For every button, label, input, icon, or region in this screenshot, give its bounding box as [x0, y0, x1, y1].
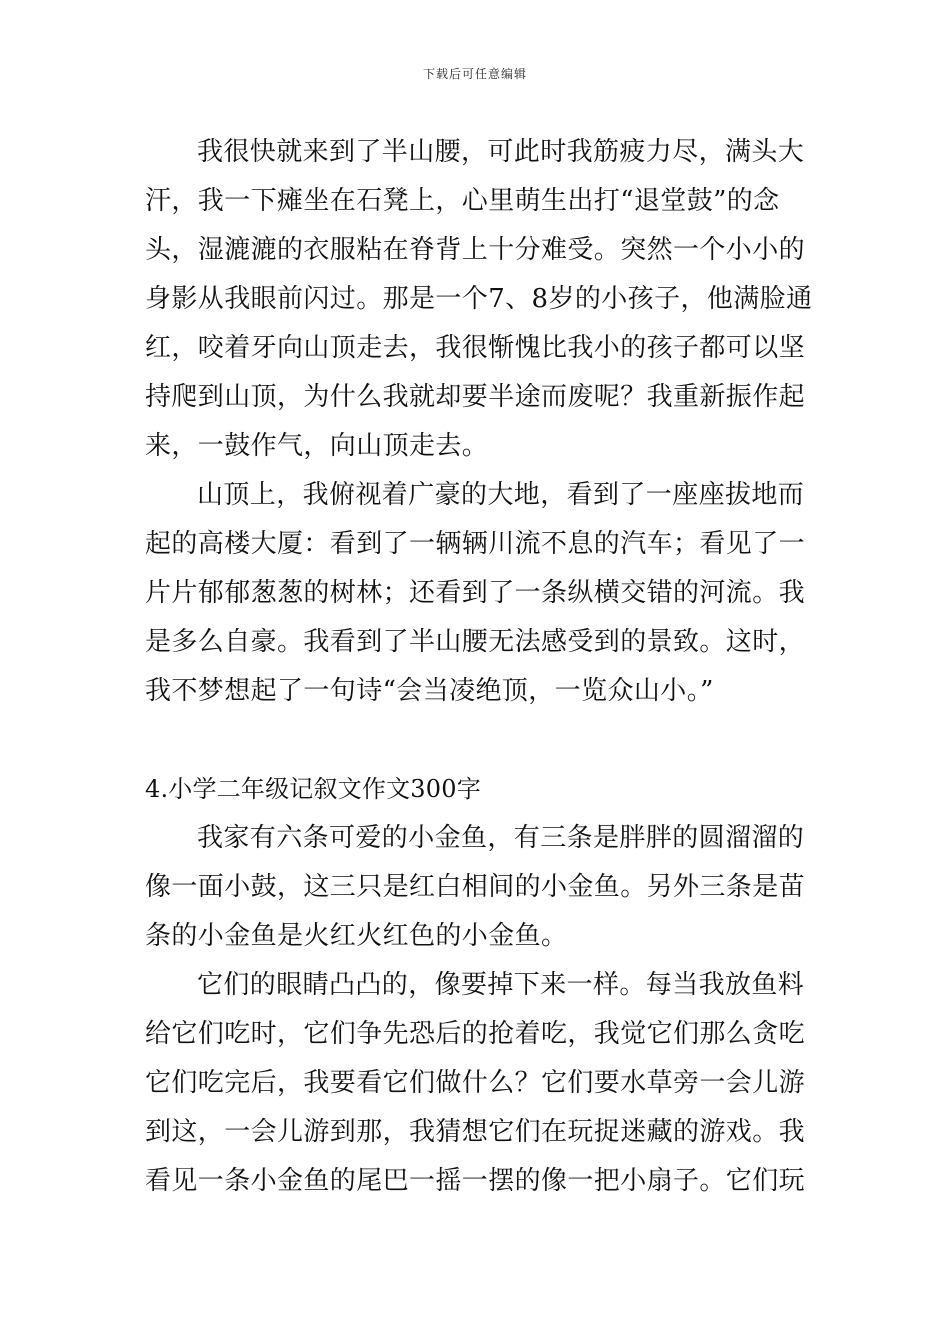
paragraph-line: 片片郁郁葱葱的树林；还看到了一条纵横交错的河流。我	[145, 578, 806, 608]
paragraph-line: 持爬到山顶，为什么我就却要半途而废呢？我重新振作起	[145, 382, 806, 412]
paragraph-line: 它们的眼睛凸凸的，像要掉下来一样。每当我放鱼料	[197, 970, 805, 1000]
paragraph-line: 山顶上，我俯视着广豪的大地，看到了一座座拔地而	[197, 480, 805, 510]
paragraph-3	[145, 814, 810, 961]
section-spacer	[145, 716, 810, 765]
paragraph-line: 汗，我一下瘫坐在石凳上，心里萌生出打“退堂鼓”的念	[145, 186, 780, 216]
paragraph-line: 我家有六条可爱的小金鱼，有三条是胖胖的圆溜溜的	[197, 823, 805, 853]
page-header-note: 下载后可任意编辑	[422, 67, 527, 81]
paragraph-line: 我不梦想起了一句诗“会当凌绝顶，一览众山小。”	[145, 676, 714, 706]
paragraph-line: 我很快就来到了半山腰，可此时我筋疲力尽，满头大	[197, 137, 805, 167]
paragraph-line: 它们吃完后，我要看它们做什么？它们要水草旁一会儿游	[145, 1068, 806, 1098]
paragraph-line: 来，一鼓作气，向山顶走去。	[145, 431, 489, 461]
paragraph-line: 红，咬着牙向山顶走去，我很惭愧比我小的孩子都可以坚	[145, 333, 806, 363]
paragraph-1	[145, 128, 813, 471]
paragraph-line: 条的小金鱼是火红火红色的小金鱼。	[145, 921, 568, 951]
paragraph-line: 给它们吃时，它们争先恐后的抢着吃，我觉它们那么贪吃	[145, 1019, 806, 1049]
paragraph-4	[145, 961, 810, 1206]
paragraph-line: 是多么自豪。我看到了半山腰无法感受到的景致。这时，	[145, 627, 806, 657]
paragraph-2	[145, 471, 810, 716]
paragraph-line: 起的高楼大厦：看到了一辆辆川流不息的汽车；看见了一	[145, 529, 806, 559]
paragraph-line: 头，湿漉漉的衣服粘在脊背上十分难受。突然一个小小的	[145, 235, 806, 265]
paragraph-line: 像一面小鼓，这三只是红白相间的小金鱼。另外三条是苗	[145, 872, 806, 902]
section-heading: 4.小学二年级记叙文作文300字	[145, 775, 481, 803]
paragraph-line: 到这，一会儿游到那，我猜想它们在玩捉迷藏的游戏。我	[145, 1117, 806, 1147]
paragraph-line: 身影从我眼前闪过。那是一个7、8岁的小孩子，他满脸通	[145, 284, 813, 314]
paragraph-line: 看见一条小金鱼的尾巴一摇一摆的像一把小扇子。它们玩	[145, 1166, 806, 1196]
document-body	[145, 128, 813, 1206]
